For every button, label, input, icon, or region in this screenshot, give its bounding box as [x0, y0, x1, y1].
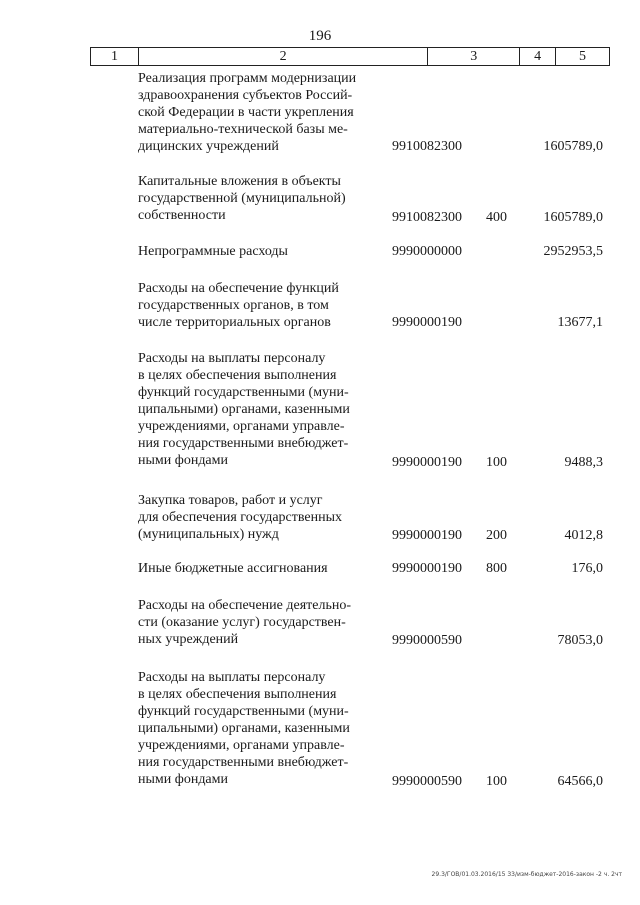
row-amount: 9488,3 — [564, 455, 603, 470]
row-description: Иные бюджетные ассигнования — [138, 561, 328, 576]
column-header-2: 2 — [138, 48, 427, 66]
row-amount: 1605789,0 — [543, 210, 603, 225]
row-code: 9910082300 — [392, 210, 462, 225]
row-amount: 2952953,5 — [543, 244, 603, 259]
column-header-3: 3 — [428, 48, 520, 66]
page-number: 196 — [308, 28, 332, 44]
row-expense-type: 800 — [486, 561, 507, 576]
row-description: Расходы на обеспечение функций государственных органов, в том числе территориальных органов — [138, 281, 339, 330]
row-description: Капитальные вложения в объекты государственной (муниципальной) собственности — [138, 174, 346, 223]
row-description: Реализация программ модернизации здравоохранения субъектов Россий- ской Федерации в части укрепления материально-технической базы ме- дицинских учреждений — [138, 71, 357, 154]
row-code: 9990000190 — [392, 561, 462, 576]
row-amount: 78053,0 — [557, 633, 603, 648]
row-code: 9910082300 — [392, 139, 462, 154]
column-header-row — [91, 48, 610, 66]
row-description: Непрограммные расходы — [138, 244, 288, 259]
column-header-table — [90, 47, 610, 66]
row-amount: 1605789,0 — [543, 139, 603, 154]
row-amount: 176,0 — [571, 561, 603, 576]
row-description: Закупка товаров, работ и услуг для обеспечения государственных (муниципальных) нужд — [138, 493, 342, 542]
row-code: 9990000190 — [392, 455, 462, 470]
row-amount: 4012,8 — [564, 528, 603, 543]
row-code: 9990000190 — [392, 315, 462, 330]
row-description: Расходы на обеспечение деятельно- сти (оказание услуг) государствен- ных учреждений — [138, 598, 351, 647]
row-expense-type: 400 — [486, 210, 507, 225]
row-expense-type: 100 — [486, 774, 507, 789]
column-header-5: 5 — [556, 48, 610, 66]
row-amount: 13677,1 — [557, 315, 603, 330]
row-code: 9990000000 — [392, 244, 462, 259]
row-code: 9990000590 — [392, 774, 462, 789]
row-expense-type: 200 — [486, 528, 507, 543]
column-header-4: 4 — [520, 48, 556, 66]
row-expense-type: 100 — [486, 455, 507, 470]
row-description: Расходы на выплаты персоналу в целях обеспечения выполнения функций государственными (муни- ципальными) органами, казенными учреждениями, органами управле- ния государственными внебюджет- ными фондами — [138, 351, 350, 468]
footer-note: 29.3/ГОВ/01.03.2016/15 33/изм-бюджет-2016-закон -2 ч. 2чт — [431, 871, 622, 878]
row-code: 9990000590 — [392, 633, 462, 648]
column-header-1: 1 — [91, 48, 139, 66]
row-amount: 64566,0 — [557, 774, 603, 789]
row-description: Расходы на выплаты персоналу в целях обеспечения выполнения функций государственными (муни- ципальными) органами, казенными учреждениями, органами управле- ния государственными внебюджет- ными фондами — [138, 670, 350, 787]
row-code: 9990000190 — [392, 528, 462, 543]
